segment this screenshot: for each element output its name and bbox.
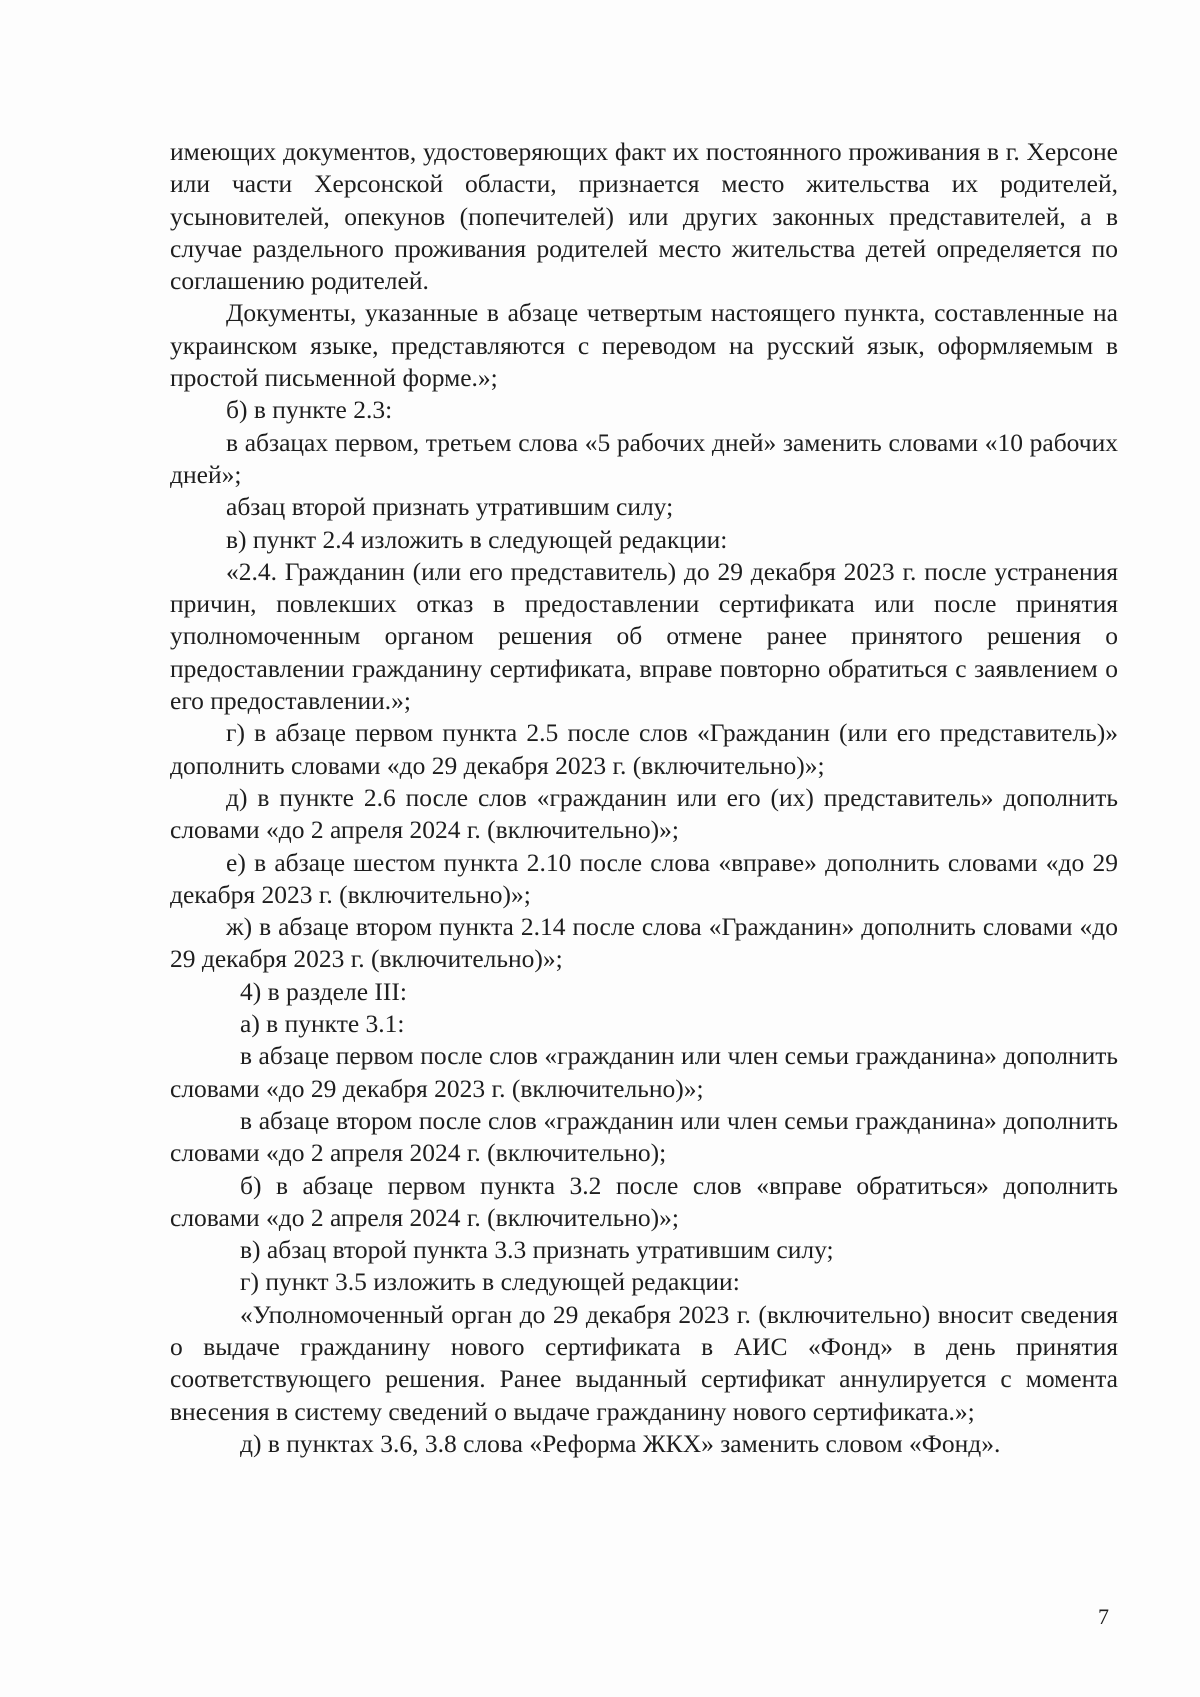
paragraph: б) в абзаце первом пункта 3.2 после слов «вправе обратиться» дополнить словами «до 2 апреля 2024 г. (включительно)»;: [170, 1170, 1118, 1232]
paragraph: в) абзац второй пункта 3.3 признать утратившим силу;: [240, 1235, 834, 1265]
paragraph: д) в пунктах 3.6, 3.8 слова «Реформа ЖКХ» заменить словом «Фонд».: [240, 1428, 1001, 1458]
paragraph: 4) в разделе III:: [240, 976, 407, 1006]
paragraph: е) в абзаце шестом пункта 2.10 после слова «вправе» дополнить словами «до 29 декабря 2023 г. (включительно)»;: [170, 847, 1118, 909]
paragraph: «2.4. Гражданин (или его представитель) до 29 декабря 2023 г. после устранения причин, повлекших отказ в предоставлении сертификата или после принятия уполномоченным органом решения об отмене ранее принятого решения о предоставлении гражданину сертификата, вправе повторно обратиться с заявлением о его предоставлении.»;: [170, 556, 1118, 716]
paragraph: ж) в абзаце втором пункта 2.14 после слова «Гражданин» дополнить словами «до 29 декабря 2023 г. (включительно)»;: [170, 912, 1118, 974]
paragraph: абзац второй признать утратившим силу;: [226, 492, 674, 522]
paragraph: г) в абзаце первом пункта 2.5 после слов «Гражданин (или его представитель)» дополнить словами «до 29 декабря 2023 г. (включительно)»;: [170, 718, 1118, 780]
paragraph: Документы, указанные в абзаце четвертым настоящего пункта, составленные на украинском языке, представляются с переводом на русский язык, оформляемым в простой письменной форме.»;: [170, 298, 1118, 393]
paragraph: «Уполномоченный орган до 29 декабря 2023 г. (включительно) вносит сведения о выдаче гражданину нового сертификата в АИС «Фонд» в день принятия соответствующего решения. Ранее выданный сертификат аннулируется с момента внесения в систему сведений о выдаче гражданину нового сертификата.»;: [170, 1299, 1118, 1426]
paragraph: а) в пункте 3.1:: [240, 1009, 405, 1039]
paragraph: имеющих документов, удостоверяющих факт их постоянного проживания в г. Херсоне или части Херсонской области, признается место жительства их родителей, усыновителей, опекунов (попечителей) или других законных представителей, а в случае раздельного проживания родителей место жительства детей определяется по соглашению родителей.: [170, 137, 1118, 296]
paragraph: г) пункт 3.5 изложить в следующей редакции:: [240, 1267, 740, 1297]
paragraph: в абзаце первом после слов «гражданин или член семьи гражданина» дополнить словами «до 29 декабря 2023 г. (включительно)»;: [170, 1041, 1118, 1103]
paragraph: в) пункт 2.4 изложить в следующей редакции:: [226, 524, 728, 554]
paragraph: в абзаце втором после слов «гражданин или член семьи гражданина» дополнить словами «до 2 апреля 2024 г. (включительно);: [170, 1105, 1118, 1168]
paragraph: в абзацах первом, третьем слова «5 рабочих дней» заменить словами «10 рабочих дней»;: [170, 427, 1118, 489]
paragraph: д) в пункте 2.6 после слов «гражданин или его (их) представитель» дополнить словами «до 2 апреля 2024 г. (включительно)»;: [170, 782, 1118, 845]
page-number: 7: [1098, 1604, 1109, 1629]
paragraph: б) в пункте 2.3:: [226, 395, 393, 425]
document-body: [170, 136, 1118, 1460]
